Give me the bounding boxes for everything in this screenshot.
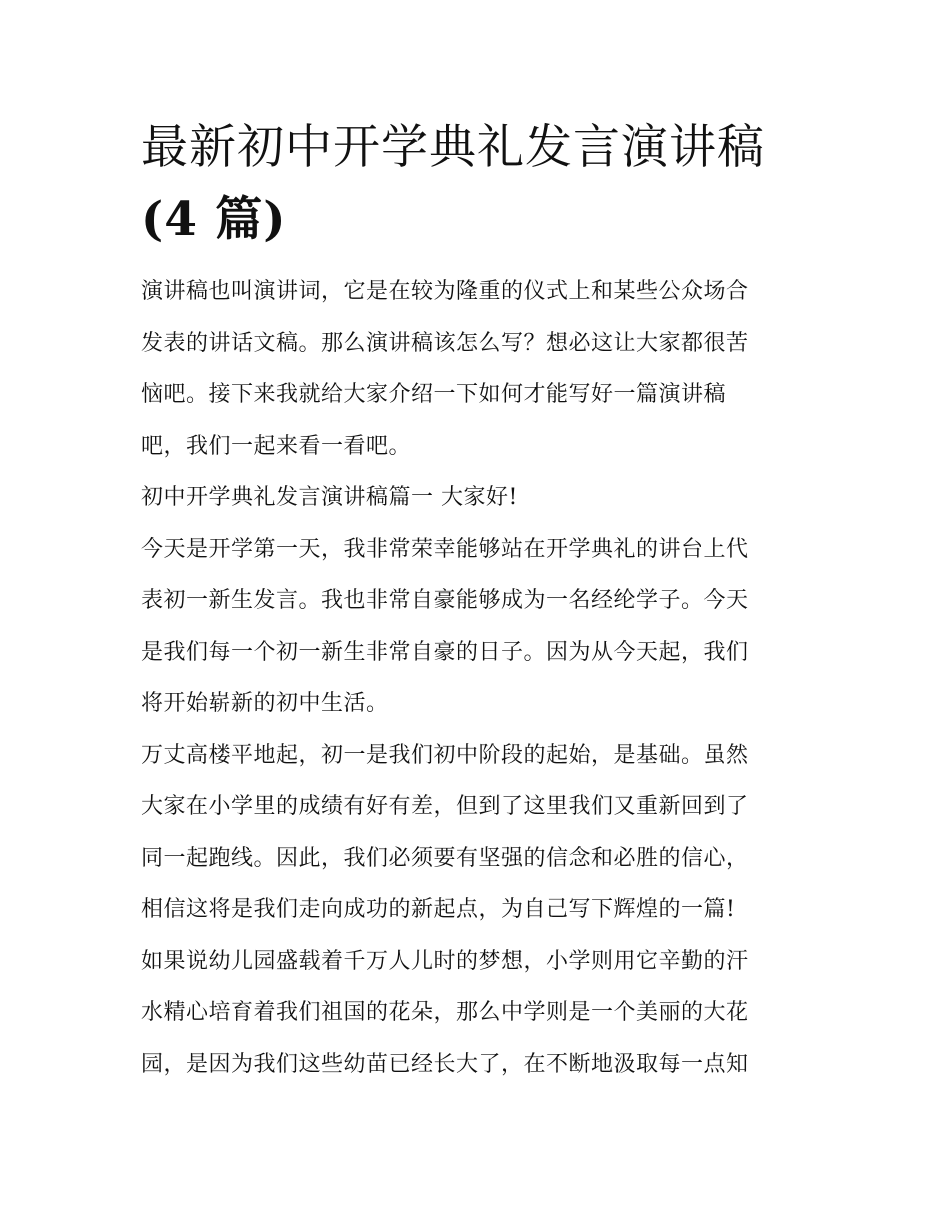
- text-line: 吧，我们一起来看一看吧。: [141, 433, 412, 459]
- text-line: 初中开学典礼发言演讲稿篇一 大家好!: [141, 485, 518, 510]
- text-line: 今天是开学第一天，我非常荣幸能够站在开学典礼的讲台上代: [141, 536, 749, 562]
- text-line: 同一起跑线。因此，我们必须要有坚强的信念和必胜的信心，: [141, 845, 749, 871]
- text-line: 将开始崭新的初中生活。: [141, 691, 389, 716]
- document-content: [141, 112, 813, 1090]
- document-title: [141, 112, 813, 256]
- paragraph-section-heading: [141, 472, 813, 524]
- paragraph-intro: [141, 266, 813, 472]
- text-line: 园，是因为我们这些幼苗已经长大了，在不断地汲取每一点知: [141, 1051, 749, 1077]
- text-line: 表初一新生发言。我也非常自豪能够成为一名经纶学子。今天: [141, 588, 749, 613]
- paragraph-body-3: [141, 936, 813, 1091]
- paragraph-body-1: [141, 524, 813, 730]
- text-line: 相信这将是我们走向成功的新起点，为自己写下辉煌的一篇!: [141, 897, 736, 922]
- text-line: 万丈高楼平地起，初一是我们初中阶段的起始，是基础。虽然: [141, 742, 749, 768]
- text-line: 水精心培育着我们祖国的花朵，那么中学则是一个美丽的大花: [141, 1000, 749, 1025]
- text-line: 演讲稿也叫演讲词，它是在较为隆重的仪式上和某些公众场合: [141, 279, 749, 304]
- paragraph-body-2: [141, 730, 813, 936]
- title-line-2: (4 篇): [141, 192, 287, 247]
- text-line: 大家在小学里的成绩有好有差，但到了这里我们又重新回到了: [141, 794, 749, 819]
- text-line: 如果说幼儿园盛载着千万人儿时的梦想，小学则用它辛勤的汗: [141, 948, 749, 974]
- text-line: 是我们每一个初一新生非常自豪的日子。因为从今天起，我们: [141, 639, 749, 665]
- text-line: 发表的讲话文稿。那么演讲稿该怎么写？想必这让大家都很苦: [141, 330, 749, 356]
- text-line: 恼吧。接下来我就给大家介绍一下如何才能写好一篇演讲稿: [141, 382, 727, 407]
- title-line-1: 最新初中开学典礼发言演讲稿: [141, 120, 765, 175]
